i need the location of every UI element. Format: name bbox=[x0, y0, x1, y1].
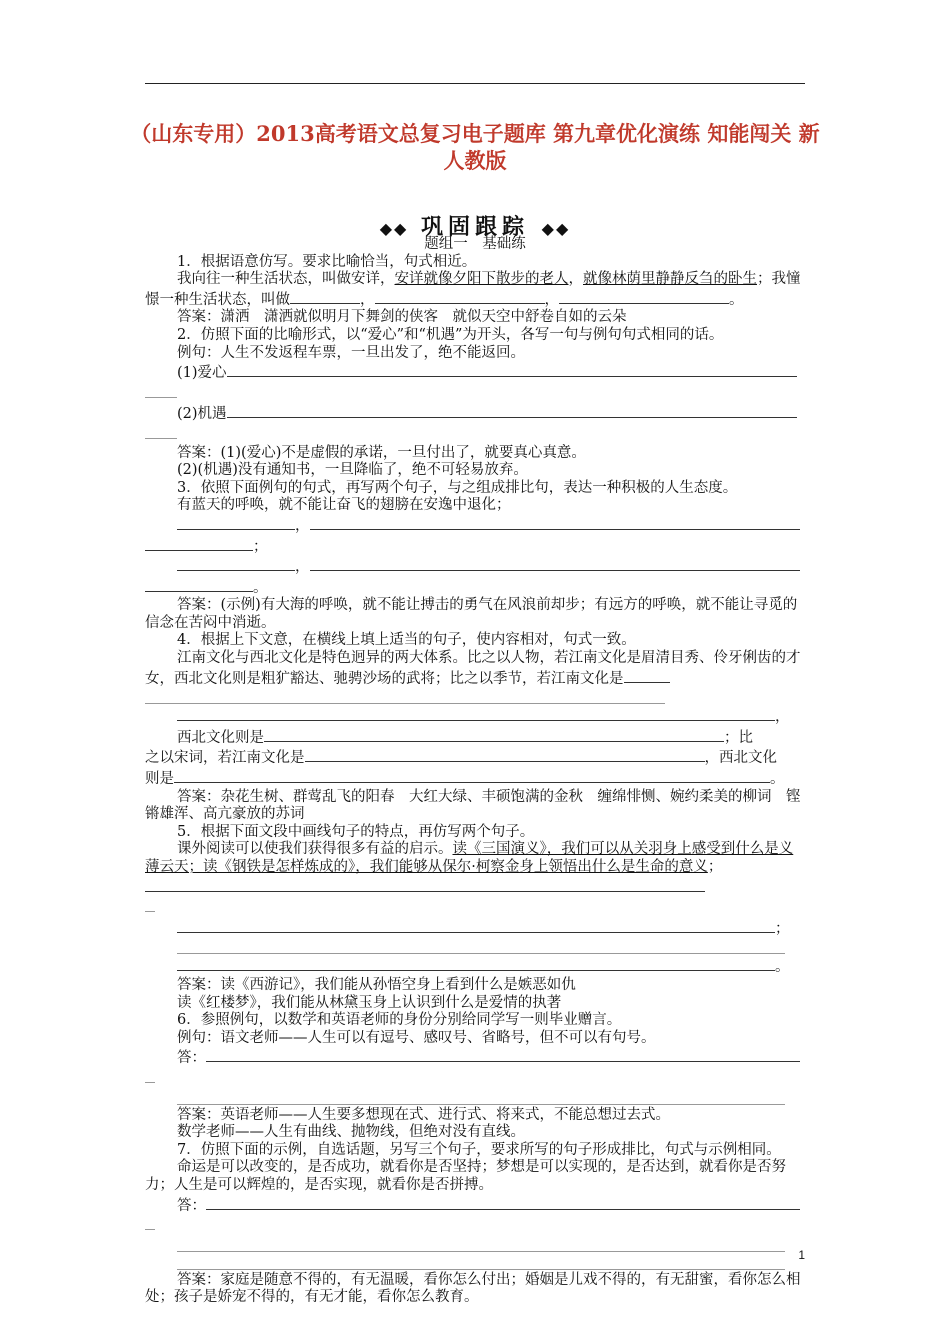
q2-blank-2-cont[interactable] bbox=[145, 424, 177, 439]
q4-blank-3[interactable] bbox=[305, 747, 705, 762]
banner-label: 巩固跟踪 bbox=[420, 214, 529, 240]
q3-prompt: 3．依照下面例句的句式，再写两个句子，与之组成排比句，表达一种积极的人生态度。 bbox=[177, 479, 738, 496]
q4-answer: 答案：杂花生树、群莺乱飞的阳春 大红大绿、丰硕饱满的金秋 缠绵悱恻、婉约柔美的柳词 铿锵雄浑、高亢豪放的苏词 bbox=[145, 788, 801, 823]
q4-blank-1[interactable] bbox=[624, 668, 670, 683]
q2-blank-2[interactable] bbox=[227, 403, 797, 418]
diamond-right-icon: ◆◆ bbox=[541, 219, 571, 238]
q3-blank-6[interactable] bbox=[145, 577, 253, 592]
header-rule bbox=[145, 83, 805, 84]
diamond-left-icon: ◆◆ bbox=[379, 219, 409, 238]
q5-blank-3[interactable] bbox=[177, 938, 785, 954]
q4-line-ci: 之以宋词，若江南文化是 ，西北文化 bbox=[145, 747, 805, 768]
q3-blank-5[interactable] bbox=[310, 556, 800, 571]
q2-prompt: 2．仿照下面的比喻形式，以“爱心”和“机遇”为开头，各写一句与例句句式相同的话。 bbox=[177, 326, 724, 343]
q4-blank-2[interactable] bbox=[264, 727, 724, 742]
q5-text: 课外阅读可以使我们获得很多有益的启示。读《三国演义》，我们可以从关羽身上感受到什么是义薄云天；读《钢铁是怎样炼成的》，我们能够从保尔·柯察金身上领悟出什么是生命的意义； bbox=[145, 841, 805, 897]
q5-blank-1-cont[interactable] bbox=[145, 897, 155, 912]
exercise-content: 题组一 基础练 1．根据语意仿写。要求比喻恰当，句式相近。 我向往一种生活状态，叫做安详，安详就像夕阳下散步的老人，就像林荫里静静反刍的卧生；我憧憬一种生活状态，叫做 ， ， 。 答案：潇洒 潇洒就似明月下舞剑的侠客 就似天空中舒卷自如的云朵 2．仿照下面的比喻形式，以“爱心”和“机遇”为开头，各写一句与例句句式相同的话。 例句：人生不发返程车票，一旦出发了，绝不能返回。 (1)爱心 (2)机遇 答案：(1)(爱心)不是虚假的承诺，一旦付出了，就要真心真意。 (2)(机遇)没有通知书，一旦降临了，绝不可轻易放弃。 3．依照下面例句的句式，再写两个句子，与之组成排比句，表达一种积极的人生态度。 有蓝天的呼唤，就不能让奋飞的翅膀在安逸中退化； ， ； ， 。 答案：(示例)有大海的呼唤，就不能让搏击的勇气在风浪前却步；有远方的呼唤，就不能让寻觅的信念在苦闷中消逝。 4．根据上下文意，在横线上填上适当的句子，使内容相对，句式一致。 江南文化与西北文化是特色迥异的两大体系。比之以人物，若江南文化是眉清目秀、伶牙俐齿的才女，西北文化则是粗犷豁达、驰骋沙场的武将；比之以季节，若江南文化是 ， 西北文化则是 ；比 之以宋词，若江南文化是 ，西北文化 则是 。 答案：杂花生树、群莺乱飞的阳春 大红大绿、丰硕饱满的金秋 缠绵悱恻、婉约柔美的柳词 铿锵雄浑、高亢豪放的苏词 5．根据下面文段中画线句子的特点，再仿写两个句子。 课外阅读可以使我们获得很多有益的启示。读《三国演义》，我们可以从关羽身上感受到什么是义薄云天；读《钢铁是怎样炼成的》，我们能够从保尔·柯察金身上领悟出什么是生命的意义； ； 。 答案：读《西游记》，我们能从孙悟空身上看到什么是嫉恶如仇 读《红楼梦》，我们能从林黛玉身上认识到什么是爱情的执著 6．参照例句，以数学和英语老师的身份分别给同学写一则毕业赠言。 例句：语文老师——人生可以有逗号、感叹号、省略号，但不可以有句号。 答： 答案：英语老师——人生要多想现在式、进行式、将来式，不能总想过去式。 数学老师——人生有曲线、抛物线，但绝对没有直线。 7．仿照下面的示例，自选话题，另写三个句子，要求所写的句子形成排比，句式与示例相同。 命运是可以改变的，是否成功，就看你是否坚持；梦想是可以实现的，是否达到，就看你是否努力；人生是可以辉煌的，是否实现，就看你是否拼搏。 答： 答案：家庭是随意不得的，有无温暖，看你怎么付出；婚姻是儿戏不得的，有无甜蜜，看你怎么相处；孩子是娇宠不得的，有无才能，看你怎么教育。 bbox=[145, 236, 805, 1307]
q7-prompt: 7．仿照下面的示例，自选话题，另写三个句子，要求所写的句子形成排比，句式与示例相同。 bbox=[177, 1141, 781, 1158]
q3-blank-4[interactable] bbox=[177, 556, 295, 571]
q7-blank-1-cont[interactable] bbox=[145, 1215, 155, 1230]
q1-blank-1[interactable] bbox=[290, 289, 360, 304]
q4-text: 江南文化与西北文化是特色迥异的两大体系。比之以人物，若江南文化是眉清目秀、伶牙俐齿的才女，西北文化则是粗犷豁达、驰骋沙场的武将；比之以季节，若江南文化是 bbox=[145, 650, 801, 687]
q1-answer: 答案：潇洒 潇洒就似明月下舞剑的侠客 就似天空中舒卷自如的云朵 bbox=[177, 309, 627, 326]
q5-blank-4[interactable] bbox=[177, 956, 775, 971]
q6-answer-line: 答： bbox=[145, 1047, 805, 1068]
q6-example: 例句：语文老师——人生可以有逗号、感叹号、省略号，但不可以有句号。 bbox=[177, 1029, 656, 1046]
q7-blank-2[interactable] bbox=[177, 1236, 785, 1252]
q2-blank-1-cont[interactable] bbox=[145, 383, 177, 398]
q3-line-3: ， bbox=[145, 556, 805, 577]
q7-blank-3[interactable] bbox=[177, 1254, 785, 1270]
q4-blank-1-end[interactable] bbox=[177, 706, 775, 721]
section-heading: 题组一 基础练 bbox=[424, 236, 526, 252]
q6-answer-2: 数学老师——人生有曲线、抛物线，但绝对没有直线。 bbox=[177, 1124, 525, 1141]
q2-answer-2: (2)(机遇)没有通知书，一旦降临了，绝不可轻易放弃。 bbox=[177, 462, 528, 479]
q1-prompt: 1．根据语意仿写。要求比喻恰当，句式相近。 bbox=[177, 253, 477, 270]
q7-answer: 答案：家庭是随意不得的，有无温暖，看你怎么付出；婚姻是儿戏不得的，有无甜蜜，看你怎么相处；孩子是娇宠不得的，有无才能，看你怎么教育。 bbox=[145, 1271, 801, 1306]
document-title: （山东专用）2013高考语文总复习电子题库 第九章优化演练 知能闯关 新人教版 bbox=[130, 121, 820, 173]
q6-blank-2[interactable] bbox=[177, 1089, 785, 1105]
q7-example: 命运是可以改变的，是否成功，就看你是否坚持；梦想是可以实现的，是否达到，就看你是否努力；人生是可以辉煌的，是否实现，就看你是否拼搏。 bbox=[145, 1159, 786, 1193]
q5-blank-2[interactable] bbox=[177, 918, 775, 933]
q7-answer-line: 答： bbox=[145, 1195, 805, 1216]
q5-answer-2: 读《红楼梦》，我们能从林黛玉身上认识到什么是爱情的执著 bbox=[177, 994, 562, 1011]
q3-blank-1[interactable] bbox=[177, 515, 295, 530]
q3-line-1: ， bbox=[145, 515, 805, 536]
q3-line-2: ； bbox=[145, 536, 805, 557]
q4-prompt: 4．根据上下文意，在横线上填上适当的句子，使内容相对，句式一致。 bbox=[177, 632, 636, 649]
q1-blank-2[interactable] bbox=[375, 289, 545, 304]
q3-answer: 答案：(示例)有大海的呼唤，就不能让搏击的勇气在风浪前却步；有远方的呼唤，就不能让寻觅的信念在苦闷中消逝。 bbox=[145, 597, 798, 631]
q3-blank-3[interactable] bbox=[145, 536, 253, 551]
q6-blank-1[interactable] bbox=[206, 1047, 800, 1062]
q6-blank-1-cont[interactable] bbox=[145, 1068, 155, 1083]
q4-line-nw2: 则是 。 bbox=[145, 768, 805, 789]
q2-example: 例句：人生不发返程车票，一旦出发了，绝不能返回。 bbox=[177, 344, 525, 361]
page-number: 1 bbox=[798, 1248, 805, 1262]
q3-example: 有蓝天的呼唤，就不能让奋飞的翅膀在安逸中退化； bbox=[177, 497, 511, 514]
q6-prompt: 6．参照例句，以数学和英语老师的身份分别给同学写一则毕业赠言。 bbox=[177, 1012, 622, 1029]
q2-sub1: (1)爱心 bbox=[145, 362, 805, 383]
q1-text: 我向往一种生活状态，叫做安详，安详就像夕阳下散步的老人，就像林荫里静静反刍的卧生；我憧憬一种生活状态，叫做 ， ， 。 bbox=[145, 271, 801, 308]
q4-blank-4[interactable] bbox=[174, 768, 770, 783]
q5-blank-1[interactable] bbox=[145, 877, 705, 892]
q5-answer-1: 答案：读《西游记》，我们能从孙悟空身上看到什么是嫉恶如仇 bbox=[177, 976, 576, 993]
q3-line-4: 。 bbox=[145, 577, 805, 598]
q5-prompt: 5．根据下面文段中画线句子的特点，再仿写两个句子。 bbox=[177, 823, 535, 840]
q2-blank-1[interactable] bbox=[227, 362, 797, 377]
q4-line-nw: 西北文化则是 ；比 bbox=[145, 727, 805, 748]
q7-blank-1[interactable] bbox=[206, 1195, 800, 1210]
q4-blank-1-cont[interactable] bbox=[145, 688, 665, 704]
q6-answer-1: 答案：英语老师——人生要多想现在式、进行式、将来式，不能总想过去式。 bbox=[177, 1106, 670, 1123]
q2-sub2: (2)机遇 bbox=[145, 403, 805, 424]
q1-blank-3[interactable] bbox=[559, 289, 729, 304]
q2-answer-1: 答案：(1)(爱心)不是虚假的承诺，一旦付出了，就要真心真意。 bbox=[177, 444, 586, 461]
q3-blank-2[interactable] bbox=[310, 515, 800, 530]
